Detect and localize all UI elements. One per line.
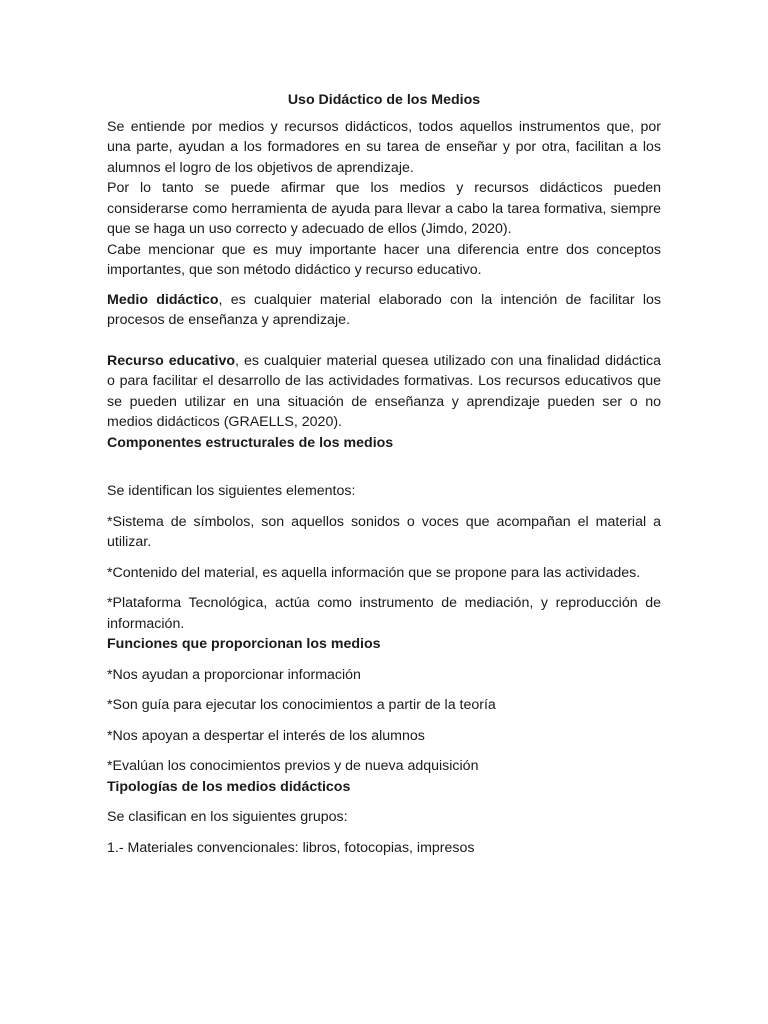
intro-paragraph-2: Por lo tanto se puede afirmar que los medios y recursos didácticos pueden considerarse como herramienta de ayuda para llevar a cabo la tarea formativa, siempre que se haga un uso correcto y adecuado de ellos (Jimdo, 2020). — [107, 180, 661, 237]
tipologias-intro: Se clasifican en los siguientes grupos: — [107, 809, 348, 825]
componentes-item-3: *Plataforma Tecnológica, actúa como instrumento de mediación, y reproducción de información. — [107, 595, 661, 632]
recurso-educativo-text: , es cualquier material quesea utilizado con una finalidad didáctica o para facilitar el desarrollo de las actividades formativas. Los recursos educativos que se pueden utilizar en una situación de enseñanza y aprendizaje pueden ser o no medios didácticos (GRAELLS, 2020). — [107, 352, 661, 430]
funciones-item-4: *Evalúan los conocimientos previos y de nueva adquisición — [107, 758, 479, 774]
componentes-intro: Se identifican los siguientes elementos: — [107, 483, 356, 499]
componentes-heading: Componentes estructurales de los medios — [107, 434, 394, 451]
intro-paragraph-1: Se entiende por medios y recursos didácticos, todos aquellos instrumentos que, por una parte, ayudan a los formadores en su tarea de enseñar y por otra, facilitan a los alumnos el logro de los objetivos de aprendizaje. — [107, 118, 661, 176]
medio-didactico-text: , es cualquier material elaborado con la intención de facilitar los procesos de enseñanza y aprendizaje. — [107, 291, 661, 328]
tipologias-item-1: 1.- Materiales convencionales: libros, fotocopias, impresos — [107, 839, 475, 856]
intro-paragraph-3: Cabe mencionar que es muy importante hacer una diferencia entre dos conceptos importantes, que son método didáctico y recurso educativo. — [107, 241, 661, 278]
tipologias-heading: Tipologías de los medios didácticos — [107, 778, 351, 795]
medio-didactico-term: Medio didáctico — [107, 291, 219, 308]
funciones-heading: Funciones que proporcionan los medios — [107, 636, 381, 652]
medio-didactico-definition — [107, 290, 661, 331]
componentes-item-1: *Sistema de símbolos, son aquellos sonidos o voces que acompañan el material a utilizar. — [107, 513, 661, 550]
funciones-item-2: *Son guía para ejecutar los conocimientos a partir de la teoría — [107, 697, 496, 713]
funciones-item-1: *Nos ayudan a proporcionar información — [107, 666, 361, 683]
funciones-item-3: *Nos apoyan a despertar el interés de los alumnos — [107, 727, 425, 744]
recurso-educativo-definition — [107, 351, 661, 433]
componentes-item-2: *Contenido del material, es aquella información que se propone para las actividades. — [107, 564, 641, 581]
document-title: Uso Didáctico de los Medios — [287, 92, 481, 108]
recurso-educativo-term: Recurso educativo — [107, 352, 236, 369]
document-page — [107, 90, 661, 858]
